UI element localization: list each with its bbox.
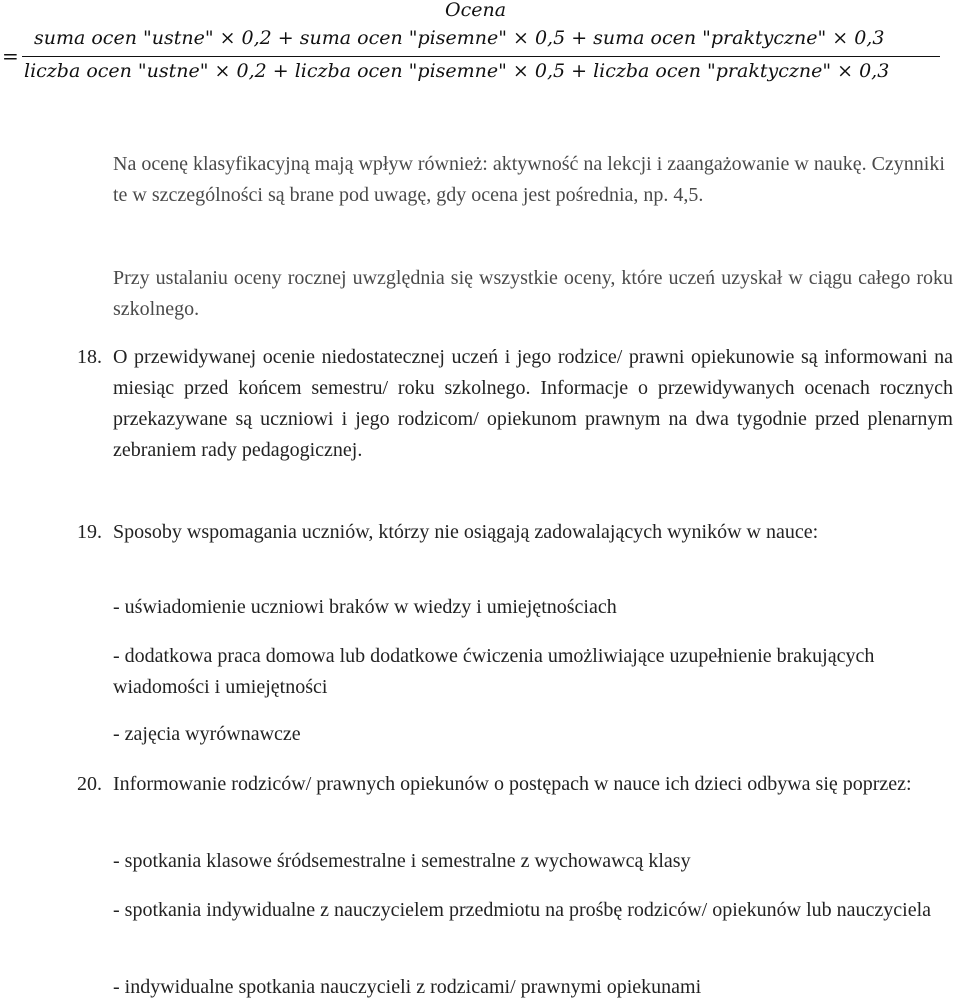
section-18-text: O przewidywanej ocenie niedostatecznej uczeń i jego rodzice/ prawni opiekunowie są informowani na miesiąc przed końcem semestru/ roku szkolnego. Informacje o przewidywanych ocenach rocznych przekazywane są uczniowi i jego rodzicom/ opiekunom prawnym na dwa tygodnie przed plenarnym zebraniem rady pedagogicznej. [113,346,953,461]
formula-title: Ocena [445,0,507,21]
list-item: - zajęcia wyrównawcze [113,723,301,745]
list-item: - spotkania klasowe śródsemestralne i semestralne z wychowawcą klasy [113,850,691,872]
section-18-number: 18. [77,346,102,368]
formula-denominator: liczba ocen "ustne" × 0,2 + liczba ocen "pisemne" × 0,5 + liczba ocen "praktyczne" × 0,3 [24,60,890,82]
list-item: - indywidualne spotkania nauczycieli z rodzicami/ prawnymi opiekunami [113,976,702,998]
paragraph-annual-grade: Przy ustalaniu oceny rocznej uwzględnia się wszystkie oceny, które uczeń uzyskał w ciągu całego roku szkolnego. [113,267,953,320]
list-item: - dodatkowa praca domowa lub dodatkowe ćwiczenia umożliwiające uzupełnienie brakujących wiadomości i umiejętności [113,645,875,698]
formula-numerator: suma ocen "ustne" × 0,2 + suma ocen "pisemne" × 0,5 + suma ocen "praktyczne" × 0,3 [34,27,885,49]
section-19-text: Sposoby wspomagania uczniów, którzy nie osiągają zadowalających wyników w nauce: [113,521,819,543]
section-19-number: 19. [77,521,102,543]
section-20-number: 20. [77,773,102,795]
section-20-text: Informowanie rodziców/ prawnych opiekunów o postępach w nauce ich dzieci odbywa się poprzez: [113,773,912,795]
grade-formula [0,0,960,90]
list-item: - uświadomienie uczniowi braków w wiedzy i umiejętnościach [113,596,617,618]
formula-equals-sign: = [2,44,19,68]
formula-fraction-bar [22,56,940,57]
paragraph-activity: Na ocenę klasyfikacyjną mają wpływ również: aktywność na lekcji i zaangażowanie w naukę. Czynniki te w szczególności są brane pod uwagę, gdy ocena jest pośrednia, np. 4,5. [113,153,945,206]
list-item: - spotkania indywidualne z nauczycielem przedmiotu na prośbę rodziców/ opiekunów lub nauczyciela [113,899,932,921]
